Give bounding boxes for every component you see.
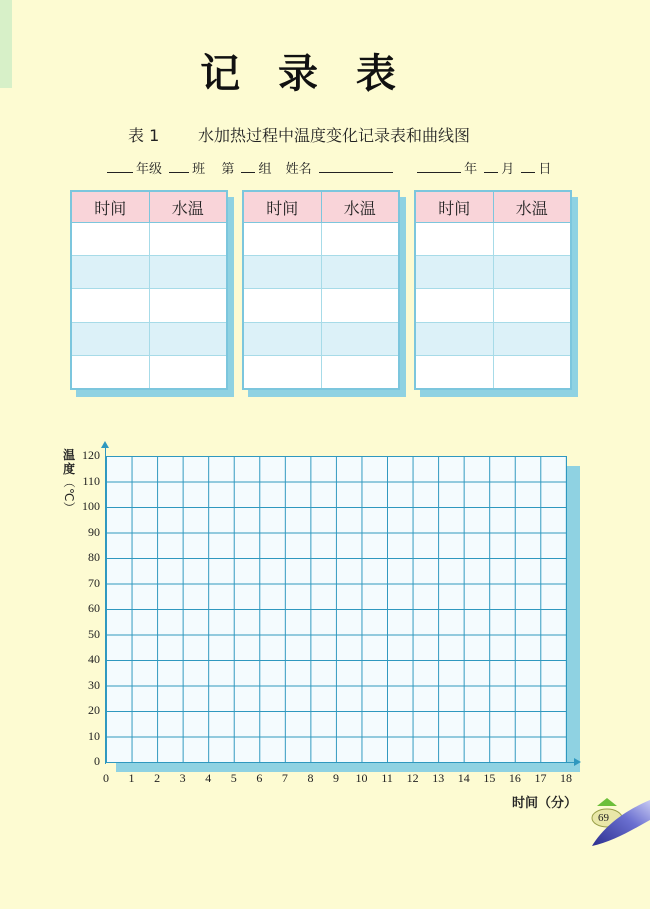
x-axis [105,762,575,763]
grade-label: 年级 [136,162,163,177]
temp-cell[interactable] [493,355,571,389]
class-label: 班 [192,162,206,177]
y-tick-label: 40 [88,652,100,666]
temp-cell[interactable] [149,256,227,289]
class-blank[interactable] [169,161,189,173]
time-cell[interactable] [71,289,149,322]
time-cell[interactable] [71,223,149,256]
time-cell[interactable] [243,355,321,389]
y-tick-label: 70 [88,575,100,590]
name-blank[interactable] [319,161,393,173]
time-cell[interactable] [415,355,493,389]
day-blank[interactable] [521,161,535,173]
temp-cell[interactable] [149,223,227,256]
x-tick-label: 1 [128,771,135,785]
y-tick-label: 80 [88,550,100,564]
temp-cell[interactable] [321,289,399,322]
group-label: 组 [258,162,272,177]
time-cell[interactable] [243,322,321,355]
x-tick-label: 5 [230,771,237,785]
y-tick-label: 50 [88,626,100,641]
time-cell[interactable] [71,355,149,389]
x-tick-label: 12 [406,771,419,785]
x-tick-label: 6 [256,771,263,785]
header-time: 时间 [415,191,493,223]
group-prefix-label: 第 [221,162,235,177]
x-tick-label: 0 [103,771,109,785]
temp-cell[interactable] [493,289,571,322]
x-tick-label: 15 [483,771,496,785]
time-cell[interactable] [243,256,321,289]
page-title: 记 录 表 [200,51,408,97]
x-tick-label: 16 [508,771,521,785]
page-number: 69 [598,812,609,824]
y-tick-label: 100 [82,499,100,513]
record-table-1 [70,190,228,390]
month-blank[interactable] [484,161,498,173]
temp-cell[interactable] [149,289,227,322]
header-time: 时间 [243,191,321,223]
day-label: 日 [538,162,552,177]
record-table-3 [414,190,572,390]
corner-decoration-icon [586,796,650,852]
time-cell[interactable] [415,289,493,322]
y-axis-label-char-2: 度 [62,462,75,476]
x-tick-label: 10 [355,771,368,785]
time-cell[interactable] [415,322,493,355]
x-tick-label: 17 [534,771,547,785]
y-tick-label: 30 [88,677,100,692]
x-tick-label: 2 [154,771,161,785]
temp-cell[interactable] [149,322,227,355]
temp-cell[interactable] [321,256,399,289]
x-axis-arrow-icon [574,758,581,766]
y-tick-label: 120 [82,448,100,462]
temp-cell[interactable] [149,355,227,389]
group-blank[interactable] [241,161,255,173]
temp-cell[interactable] [321,223,399,256]
table-caption-text: 水加热过程中温度变化记录表和曲线图 [198,126,471,145]
temp-cell[interactable] [493,223,571,256]
year-blank[interactable] [417,161,461,173]
x-tick-label: 14 [457,771,470,785]
y-axis [105,446,106,764]
header-water-temp: 水温 [321,191,399,223]
time-cell[interactable] [415,223,493,256]
student-info-line [104,158,554,177]
temp-cell[interactable] [321,355,399,389]
time-cell[interactable] [243,223,321,256]
time-cell[interactable] [71,322,149,355]
y-tick-label: 0 [94,754,100,768]
x-tick-label: 9 [333,771,339,785]
table-caption-number: 表 1 [128,126,160,145]
y-tick-label: 20 [88,703,100,717]
x-tick-label: 7 [281,771,288,785]
year-label: 年 [464,162,478,177]
month-label: 月 [501,162,515,177]
y-tick-label: 10 [88,728,100,743]
temp-cell[interactable] [321,322,399,355]
x-tick-label: 13 [432,771,445,785]
name-label: 姓名 [285,162,312,177]
y-tick-label: 110 [82,473,100,488]
header-water-temp: 水温 [149,191,227,223]
y-tick-label: 90 [88,524,100,539]
header-time: 时间 [71,191,149,223]
x-tick-label: 8 [307,771,314,785]
time-cell[interactable] [243,289,321,322]
x-tick-label: 11 [381,771,393,785]
x-tick-label: 4 [205,771,212,785]
grade-blank[interactable] [107,161,133,173]
graph-grid[interactable] [106,456,567,763]
y-axis-label-char-1: 温 [62,448,75,462]
x-tick-label: 3 [179,771,186,785]
time-cell[interactable] [415,256,493,289]
record-table-2 [242,190,400,390]
y-tick-label: 60 [88,601,100,615]
temp-cell[interactable] [493,322,571,355]
x-axis-label: 时间（分） [512,796,578,811]
header-water-temp: 水温 [493,191,571,223]
time-cell[interactable] [71,256,149,289]
y-axis-label-unit: （℃） [62,476,76,514]
temp-cell[interactable] [493,256,571,289]
x-tick-label: 18 [560,771,572,785]
y-axis-arrow-icon [101,441,109,448]
